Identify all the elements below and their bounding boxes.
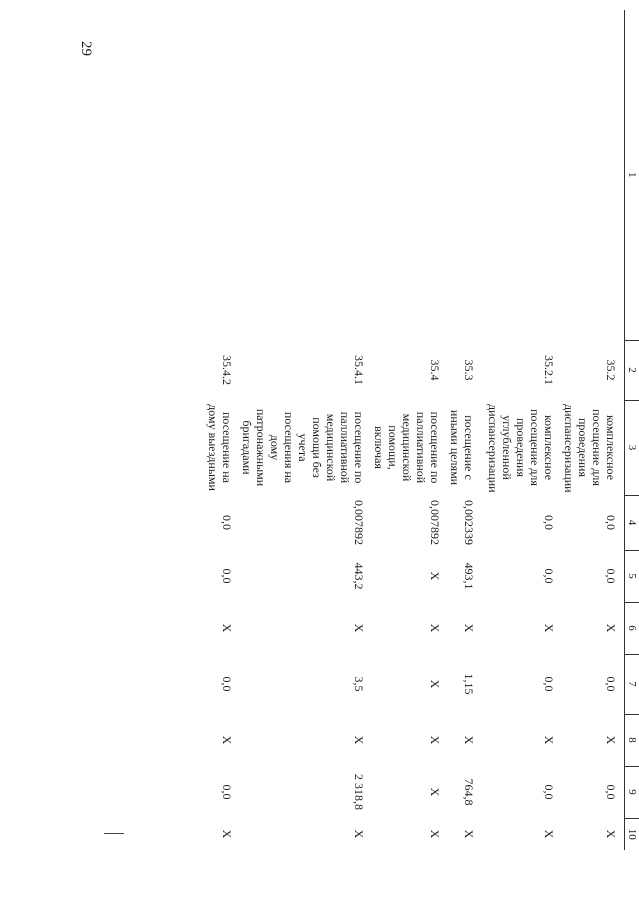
cell-code: 35.4.1 (352, 355, 366, 385)
cell-col4: 0,007892 (428, 500, 442, 545)
cell-col5: 0,0 (542, 568, 556, 584)
cell-col1 (240, 10, 372, 340)
cell-col5: X (428, 571, 442, 581)
cell-col8: X (428, 735, 442, 745)
cell-col1 (448, 10, 482, 340)
cell-col4: 0,002339 (462, 500, 476, 545)
cell-col9: 0,0 (542, 784, 556, 800)
cell-name: комплексное посещение для проведения углубленной диспансеризации (486, 404, 556, 493)
header-cell: 1 (625, 10, 639, 340)
cell-col9: 2 318,8 (352, 774, 366, 810)
header-cell: 6 (625, 602, 639, 654)
cell-col9: 0,0 (220, 784, 234, 800)
cell-col8: X (352, 735, 366, 745)
cell-col8: X (462, 735, 476, 745)
header-cell: 5 (625, 550, 639, 602)
cell-col5: 0,0 (220, 568, 234, 584)
cell-col9: X (428, 787, 442, 797)
cell-col6: X (542, 623, 556, 633)
table-row (240, 10, 372, 850)
header-cell: 10 (625, 818, 639, 850)
cell-col8: X (604, 735, 618, 745)
header-cell: 2 (625, 340, 639, 400)
cell-col4: 0,0 (604, 515, 618, 530)
table-row (562, 10, 625, 850)
cell-col9: 764,8 (462, 778, 476, 806)
cell-col6: X (462, 623, 476, 633)
cell-col7: X (428, 679, 442, 689)
header-cell: 9 (625, 766, 639, 818)
cell-col6: X (220, 623, 234, 633)
cell-col4: 0,007892 (352, 500, 366, 545)
cell-code: 35.4.2 (220, 355, 234, 385)
cell-code: 35.2 (604, 359, 618, 381)
cell-col4: 0,0 (542, 515, 556, 530)
header-cell: 3 (625, 400, 639, 495)
table-row (180, 10, 240, 850)
cell-col8: X (220, 735, 234, 745)
cell-code: 35.3 (462, 359, 476, 381)
cell-col7: 1,15 (462, 673, 476, 695)
cell-col10: X (220, 829, 234, 839)
cell-name: посещение по паллиативной медицинской помощи, включая (372, 411, 442, 484)
header-cell: 7 (625, 654, 639, 714)
cell-col7: 0,0 (220, 676, 234, 692)
header-row (625, 10, 639, 850)
cell-col6: X (352, 623, 366, 633)
table-row (448, 10, 482, 850)
cell-col4: 0,0 (220, 515, 234, 530)
cell-name: комплексное посещение для проведения диспансеризации (562, 404, 618, 493)
cell-code: 35.4 (428, 359, 442, 381)
cell-col7: 0,0 (542, 676, 556, 692)
cell-col8: X (542, 735, 556, 745)
cell-col7: 0,0 (604, 676, 618, 692)
cell-name: посещение с иными целями (448, 409, 476, 486)
cell-col1 (372, 10, 448, 340)
data-table (180, 10, 639, 850)
cell-col10: X (428, 829, 442, 839)
cell-name: посещение на дому выездными (206, 404, 234, 491)
table-row (372, 10, 448, 850)
cell-col10: X (352, 829, 366, 839)
header-cell: 4 (625, 495, 639, 550)
cell-name: посещение по паллиативной медицинской помощи без учета посещения на дому патронажными бригадами (240, 408, 366, 487)
cell-col5: 493,1 (462, 562, 476, 590)
cell-col10: X (604, 829, 618, 839)
cell-col10: X (542, 829, 556, 839)
rotated-table-container (120, 10, 639, 850)
cell-col1 (180, 10, 240, 340)
cell-col5: 443,2 (352, 562, 366, 590)
cell-col7: 3,5 (352, 676, 366, 692)
cell-col6: X (604, 623, 618, 633)
page-number: 29 (78, 41, 94, 56)
header-cell: 8 (625, 714, 639, 766)
cell-col1 (482, 10, 562, 340)
cell-code: 35.2.1 (542, 355, 556, 385)
cell-col10: X (462, 829, 476, 839)
cell-col5: 0,0 (604, 568, 618, 584)
table-row (482, 10, 562, 850)
cell-col9: 0,0 (604, 784, 618, 800)
cell-col6: X (428, 623, 442, 633)
cell-col1 (562, 10, 625, 340)
